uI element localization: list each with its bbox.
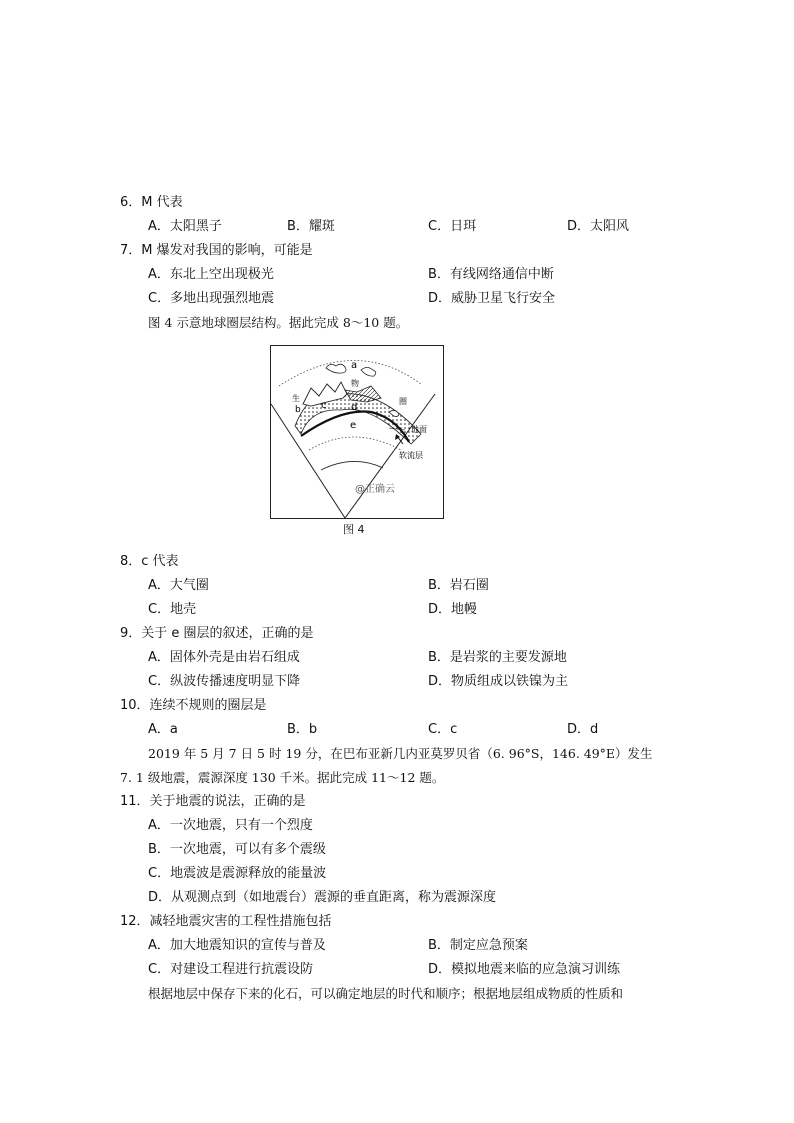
q11-option-a: A．一次地震，只有一个烈度	[148, 818, 313, 833]
intro-earthquake-line1: 2019 年 5 月 7 日 5 时 19 分，在巴布亚新几内亚莫罗贝省（6. 96°S，146. 49°E）发生	[148, 746, 653, 761]
q11-option-d: D．从观测点到（如地震台）震源的垂直距离，称为震源深度	[148, 890, 497, 905]
label-e: e	[350, 420, 357, 431]
label-sheng: 生	[292, 394, 300, 403]
q8-option-a: A．大气圈	[148, 578, 209, 593]
q12-stem: 12．减轻地震灾害的工程性措施包括	[120, 914, 332, 929]
label-dimian: 地面	[411, 425, 427, 434]
q7-option-b: B．有线网络通信中断	[428, 267, 554, 282]
q6-option-d: D．太阳风	[567, 219, 630, 234]
q6-option-c: C．日珥	[428, 219, 477, 234]
intro-earthquake-line2: 7. 1 级地震，震源深度 130 千米。据此完成 11～12 题。	[120, 770, 445, 785]
intro-strata: 根据地层中保存下来的化石，可以确定地层的时代和顺序；根据地层组成物质的性质和	[148, 986, 624, 1001]
q7-option-c: C．多地出现强烈地震	[148, 291, 275, 306]
q7-stem: 7．M 爆发对我国的影响，可能是	[120, 243, 313, 258]
q10-stem: 10．连续不规则的圈层是	[120, 698, 267, 713]
q7-option-a: A．东北上空出现极光	[148, 267, 274, 282]
q10-option-d: D．d	[567, 722, 599, 737]
q6-stem: 6．M 代表	[120, 195, 183, 210]
label-ruanliuceng: 软流层	[399, 451, 423, 460]
q12-option-b: B．制定应急预案	[428, 938, 528, 953]
label-quan: 圈	[399, 397, 407, 406]
q7-option-d: D．威胁卫星飞行安全	[428, 291, 556, 306]
q9-option-a: A．固体外壳是由岩石组成	[148, 650, 300, 665]
earth-layers-figure	[270, 345, 444, 519]
q9-option-c: C．纵波传播速度明显下降	[148, 674, 301, 689]
q12-option-d: D．模拟地震来临的应急演习训练	[428, 962, 621, 977]
q9-option-b: B．是岩浆的主要发源地	[428, 650, 567, 665]
q6-option-a: A．太阳黑子	[148, 219, 222, 234]
watermark: @正确云	[355, 484, 395, 495]
figure-caption: 图 4	[343, 523, 365, 536]
q9-option-d: D．物质组成以铁镍为主	[428, 674, 569, 689]
q8-option-b: B．岩石圈	[428, 578, 489, 593]
q10-option-b: B．b	[287, 722, 318, 737]
q10-option-c: C．c	[428, 722, 458, 737]
label-wu: 物	[351, 379, 359, 388]
label-b: b	[295, 405, 301, 415]
q9-stem: 9．关于 e 圈层的叙述，正确的是	[120, 626, 314, 641]
q11-option-c: C．地震波是震源释放的能量波	[148, 866, 327, 881]
q11-stem: 11．关于地震的说法，正确的是	[120, 794, 306, 809]
q8-option-d: D．地幔	[428, 602, 478, 617]
intro-figure4: 图 4 示意地球圈层结构。据此完成 8～10 题。	[148, 315, 409, 330]
q12-option-a: A．加大地震知识的宣传与普及	[148, 938, 326, 953]
q11-option-b: B．一次地震，可以有多个震级	[148, 842, 326, 857]
label-a: a	[351, 360, 358, 371]
earth-layers-diagram	[271, 346, 443, 518]
q8-stem: 8．c 代表	[120, 554, 179, 569]
q6-option-b: B．耀斑	[287, 219, 335, 234]
label-d: d	[351, 402, 358, 413]
q10-option-a: A．a	[148, 722, 178, 737]
label-c: c	[321, 400, 327, 411]
q8-option-c: C．地壳	[148, 602, 197, 617]
q12-option-c: C．对建设工程进行抗震设防	[148, 962, 314, 977]
